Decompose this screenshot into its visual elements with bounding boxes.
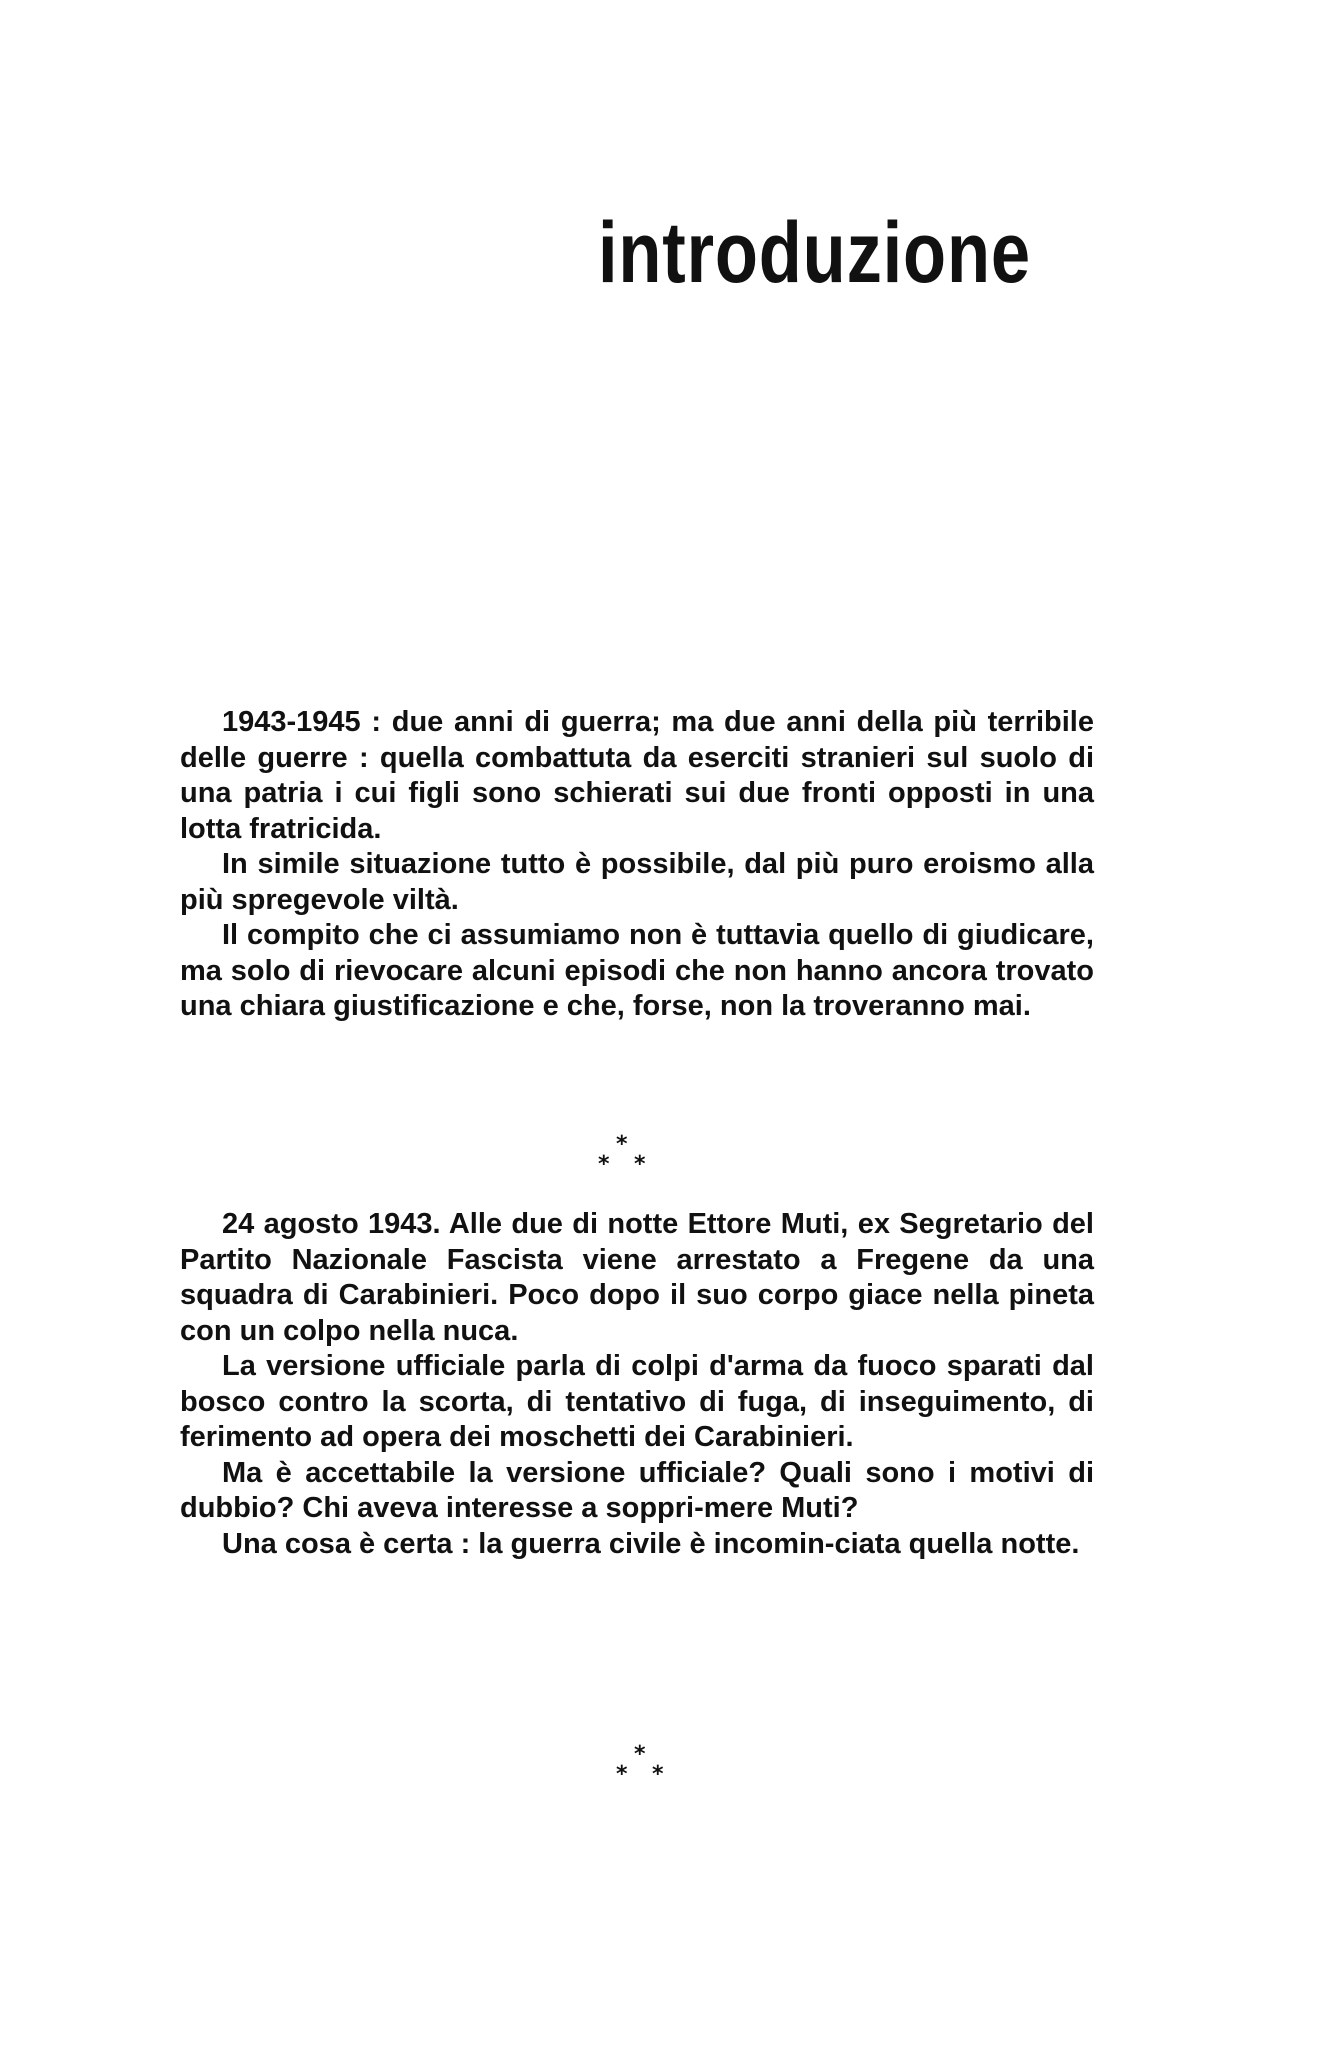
- paragraph: Una cosa è certa : la guerra civile è incomin-ciata quella notte.: [222, 1527, 1080, 1560]
- asterisk-glyph: *: [634, 1742, 646, 1767]
- asterisk-glyph: *: [652, 1762, 664, 1787]
- paragraph: 24 agosto 1943. Alle due di notte Ettore Muti, ex Segretario del Partito Nazionale Fascista viene arrestato a Fregene da una squadra di Carabinieri. Poco dopo il suo corpo giace nella pineta con un colpo nella nuca.: [180, 1208, 1094, 1347]
- asterisk-glyph: *: [598, 1152, 610, 1177]
- paragraph: Ma è accettabile la versione ufficiale? Quali sono i motivi di dubbio? Chi aveva interesse a soppri-mere Muti?: [180, 1456, 1094, 1524]
- paragraph: La versione ufficiale parla di colpi d'arma da fuoco sparati dal bosco contro la scorta, di tentativo di fuga, di inseguimento, di ferimento ad opera dei moschetti dei Carabinieri.: [180, 1350, 1094, 1453]
- paragraph: In simile situazione tutto è possibile, dal più puro eroismo alla più spregevole viltà.: [180, 848, 1094, 916]
- asterisk-glyph: *: [616, 1762, 628, 1787]
- intro-section-2: [180, 1207, 1094, 1562]
- asterism-separator: [614, 1744, 674, 1788]
- intro-section-1: [180, 705, 1094, 1025]
- paragraph: 1943-1945 : due anni di guerra; ma due anni della più terribile delle guerre : quella combattuta da eserciti stranieri sul suolo di una patria i cui figli sono schierati sui due fronti opposti in una lotta fratricida.: [180, 706, 1094, 845]
- asterism-separator: [596, 1134, 656, 1178]
- page-title: introduzione: [598, 205, 1031, 301]
- asterisk-glyph: *: [634, 1152, 646, 1177]
- paragraph: Il compito che ci assumiamo non è tuttavia quello di giudicare, ma solo di rievocare alcuni episodi che non hanno ancora trovato una chiara giustificazione e che, forse, non la troveranno mai.: [180, 919, 1094, 1022]
- asterisk-glyph: *: [616, 1132, 628, 1157]
